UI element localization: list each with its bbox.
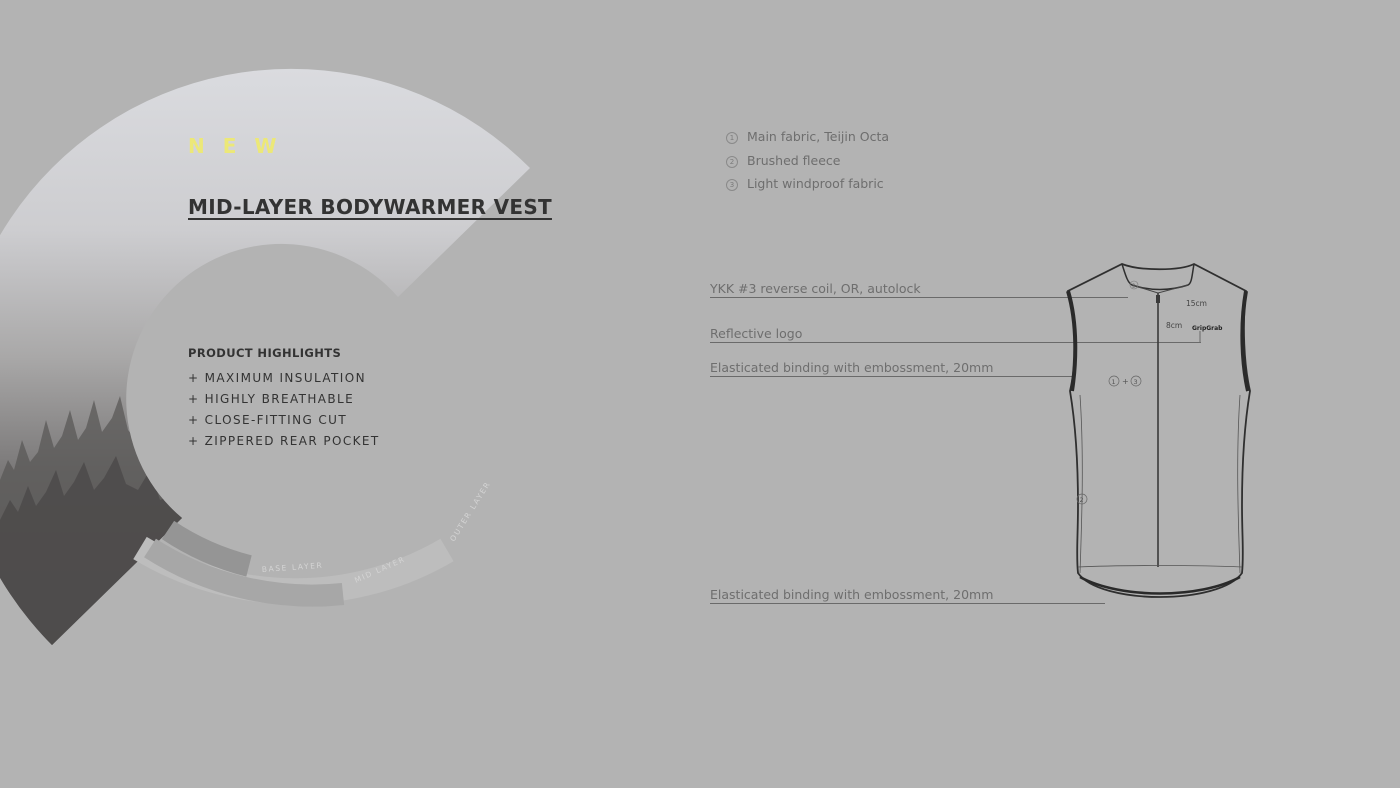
spec-arm-binding-label: Elasticated binding with embossment, 20mm [710, 360, 994, 375]
base-layer-label: BASE LAYER [261, 560, 324, 574]
front-fabric-number-1: 1 [1111, 378, 1116, 386]
spec-zipper-label: YKK #3 reverse coil, OR, autolock [710, 281, 921, 296]
right-armhole-binding [1242, 291, 1248, 391]
highlight-item: + HIGHLY BREATHABLE [188, 392, 355, 406]
dimension-8cm: 8cm [1166, 321, 1183, 330]
left-side-seam [1080, 395, 1082, 573]
spec-hem-binding-leader [710, 603, 1105, 604]
highlight-item: + MAXIMUM INSULATION [188, 371, 366, 385]
spec-logo-label: Reflective logo [710, 326, 803, 341]
side-fabric-number: 2 [1079, 496, 1084, 504]
new-badge: NEW [188, 134, 295, 158]
outer-layer-label: OUTER LAYER [448, 479, 493, 544]
zipper-pull [1156, 295, 1160, 303]
fabric-number-badge: 3 [726, 179, 738, 191]
left-armhole-binding [1068, 291, 1075, 391]
fabric-label: Brushed fleece [747, 153, 841, 168]
fabric-label: Light windproof fabric [747, 176, 884, 191]
fabric-legend-item [726, 176, 884, 191]
fabric-number-badge: 1 [726, 132, 738, 144]
mid-layer-label: MID LAYER [353, 554, 407, 585]
vest-outline [1068, 264, 1250, 597]
brand-logo: GripGrab [1192, 325, 1223, 332]
front-fabric-number-3: 3 [1133, 378, 1138, 386]
right-side-seam [1238, 395, 1240, 573]
highlight-item: + ZIPPERED REAR POCKET [188, 434, 380, 448]
fabric-legend-item [726, 129, 889, 144]
highlights-heading: PRODUCT HIGHLIGHTS [188, 346, 342, 360]
vest-technical-drawing [1060, 255, 1260, 615]
front-fabric-plus: + [1122, 377, 1129, 386]
product-title: MID-LAYER BODYWARMER VEST [188, 195, 552, 219]
highlight-item: + CLOSE-FITTING CUT [188, 413, 348, 427]
dimension-15cm: 15cm [1186, 299, 1207, 308]
spec-arm-binding-leader [710, 376, 1074, 377]
hem-binding [1080, 577, 1240, 594]
spec-hem-binding-label: Elasticated binding with embossment, 20mm [710, 587, 994, 602]
collar-fabric-number: 2 [1132, 283, 1136, 290]
fabric-number-badge: 2 [726, 156, 738, 168]
hero-graphic [0, 0, 700, 700]
fabric-label: Main fabric, Teijin Octa [747, 129, 890, 144]
hem-seam [1078, 566, 1242, 568]
fabric-legend-item [726, 153, 841, 168]
